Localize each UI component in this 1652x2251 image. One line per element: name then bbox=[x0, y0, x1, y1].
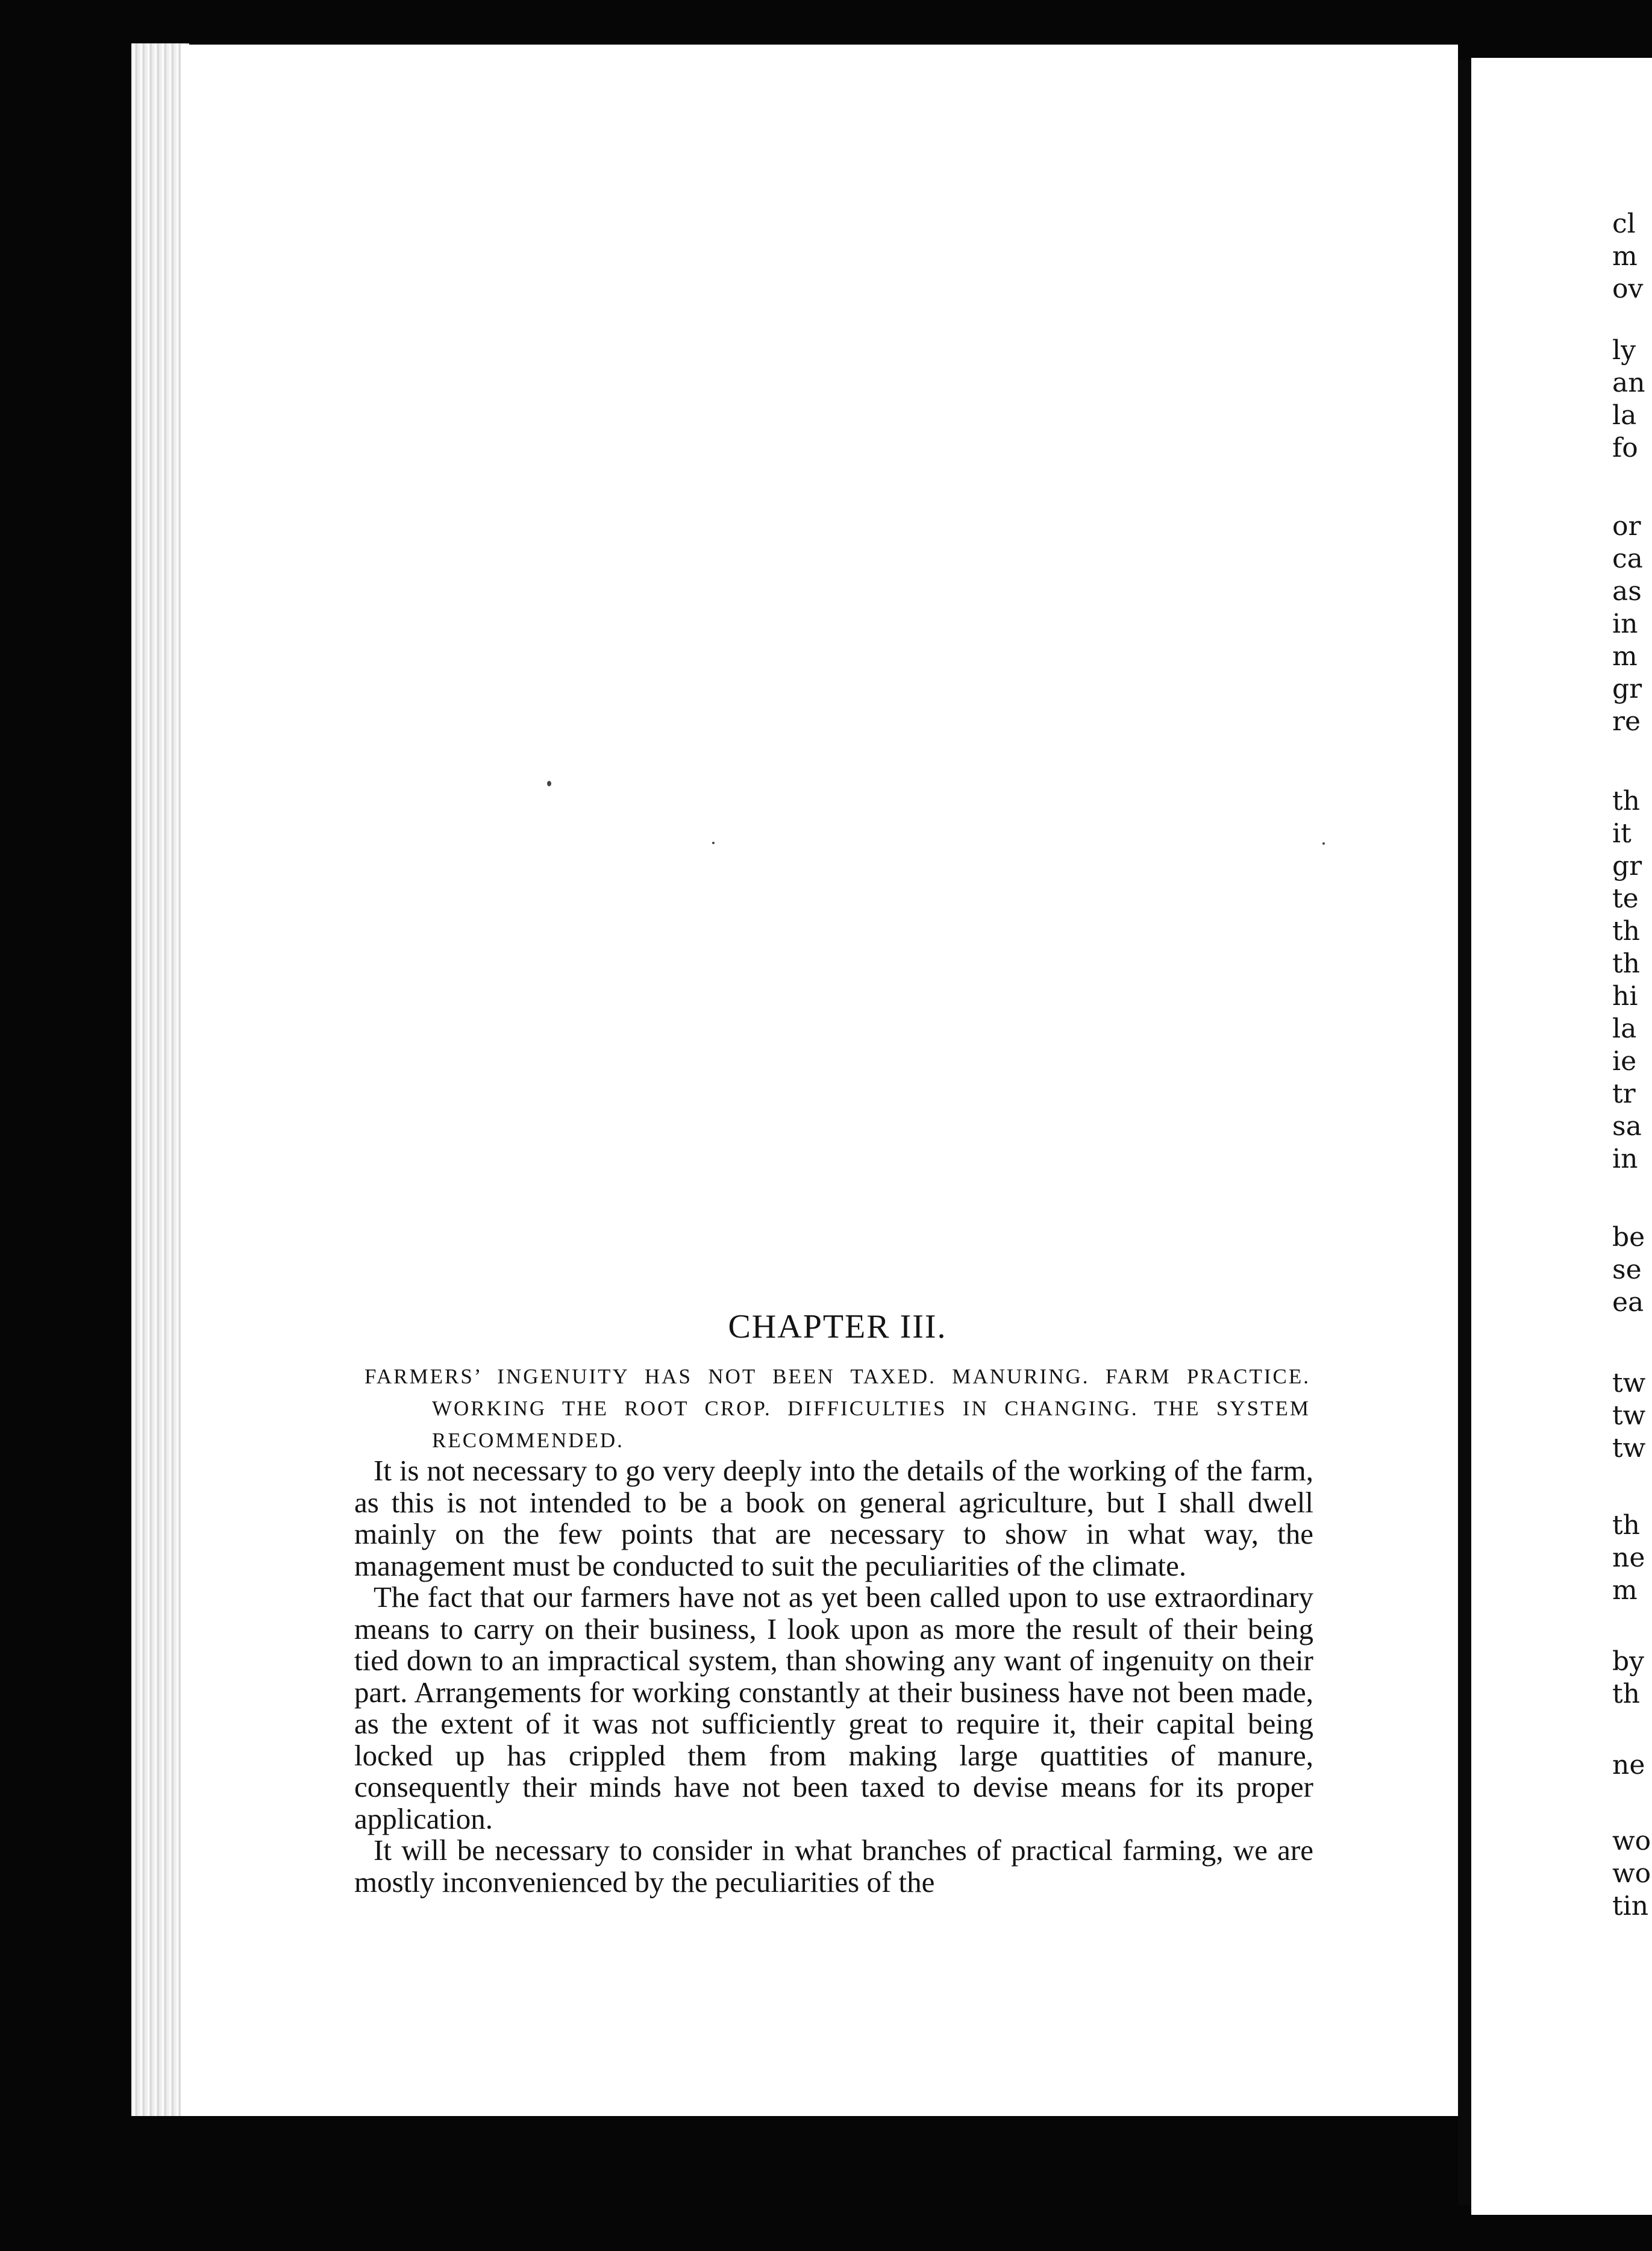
right-page-line-fragment: ca bbox=[1612, 543, 1643, 574]
right-page-line-fragment: re bbox=[1612, 706, 1641, 737]
right-page-line-fragment: th bbox=[1612, 1679, 1641, 1709]
right-page-line-fragment: m bbox=[1612, 241, 1638, 272]
paragraph: It will be necessary to consider in what branches of practical farming, we are mostly inconvenienced by the peculiarities of the bbox=[354, 1833, 1313, 1899]
right-page-line-fragment: ne bbox=[1612, 1542, 1645, 1573]
right-page-line-fragment: hi bbox=[1612, 981, 1638, 1012]
right-page-line-fragment: tw bbox=[1612, 1368, 1646, 1398]
right-page-line-fragment: in bbox=[1612, 1144, 1638, 1174]
right-page-line-fragment: la bbox=[1612, 400, 1637, 431]
right-page-line-fragment: se bbox=[1612, 1254, 1642, 1285]
right-page-line-fragment: cl bbox=[1612, 208, 1636, 239]
right-page-line-fragment: ea bbox=[1612, 1287, 1644, 1318]
right-page-line-fragment: tw bbox=[1612, 1433, 1646, 1464]
chapter-body bbox=[354, 1455, 1313, 1898]
right-page-line-fragment: in bbox=[1612, 609, 1638, 639]
right-page-line-fragment: sa bbox=[1612, 1111, 1642, 1142]
chapter-summary: FARMERS’ INGENUITY HAS NOT BEEN TAXED. MANURING. FARM PRACTICE. WORKING THE ROOT CROP. DIFFICULTIES IN CHANGING. THE SYSTEM RECOMMENDED. bbox=[365, 1365, 1310, 1452]
right-page-line-fragment: ie bbox=[1612, 1046, 1637, 1077]
right-page-line-fragment: ov bbox=[1612, 274, 1644, 304]
right-page-line-fragment: ly bbox=[1612, 335, 1636, 366]
right-page-line-fragment: gr bbox=[1612, 674, 1642, 704]
right-page-line-fragment: th bbox=[1612, 916, 1641, 947]
right-page-line-fragment: m bbox=[1612, 641, 1638, 672]
ink-speck bbox=[547, 781, 551, 786]
right-page-line-fragment: te bbox=[1612, 883, 1639, 914]
right-page-line-fragment: gr bbox=[1612, 851, 1642, 881]
right-page-line-fragment: m bbox=[1612, 1575, 1638, 1606]
right-page-line-fragment: th bbox=[1612, 948, 1641, 979]
right-page-line-fragment: an bbox=[1612, 368, 1645, 398]
right-page-line-fragment: la bbox=[1612, 1013, 1637, 1044]
right-page-line-fragment: wo bbox=[1612, 1858, 1651, 1889]
ink-speck bbox=[712, 842, 715, 844]
right-page bbox=[1471, 58, 1652, 2215]
paragraph: The fact that our farmers have not as yet been called upon to use extraordinary means to carry on their business, I look upon as more the result of their being tied down to an impractical system, than showing any want of ingenuity on their part. Arrangements for working constantly at their business have not been made, as the extent of it was not sufficiently great to require it, their capital being locked up has crippled them from making large quattities of manure, consequently their minds have not been taxed to devise means for its proper application. bbox=[354, 1580, 1313, 1835]
right-page-line-fragment: th bbox=[1612, 1510, 1641, 1541]
right-page-line-fragment: or bbox=[1612, 511, 1641, 542]
right-page-line-fragment: tw bbox=[1612, 1400, 1646, 1431]
right-page-line-fragment: by bbox=[1612, 1646, 1645, 1677]
book-gutter bbox=[1458, 60, 1471, 2205]
ink-speck bbox=[1322, 842, 1325, 845]
right-page-line-fragment: th bbox=[1612, 786, 1641, 816]
right-page-line-fragment: as bbox=[1612, 576, 1642, 607]
right-page-line-fragment: it bbox=[1612, 818, 1632, 849]
right-page-line-fragment: wo bbox=[1612, 1826, 1651, 1856]
right-page-line-fragment: tin bbox=[1612, 1891, 1649, 1921]
right-page-line-fragment: be bbox=[1612, 1222, 1645, 1253]
paragraph: It is not necessary to go very deeply into the details of the working of the farm, as this is not intended to be a book on general agriculture, but I shall dwell mainly on the few points that are necessary to show in what way, the management must be conducted to suit the peculiarities of the climate. bbox=[354, 1454, 1313, 1582]
right-page-line-fragment: ne bbox=[1612, 1750, 1645, 1780]
right-page-line-fragment: fo bbox=[1612, 433, 1638, 463]
right-page-line-fragment: tr bbox=[1612, 1079, 1636, 1109]
chapter-title: CHAPTER III. bbox=[728, 1308, 947, 1345]
